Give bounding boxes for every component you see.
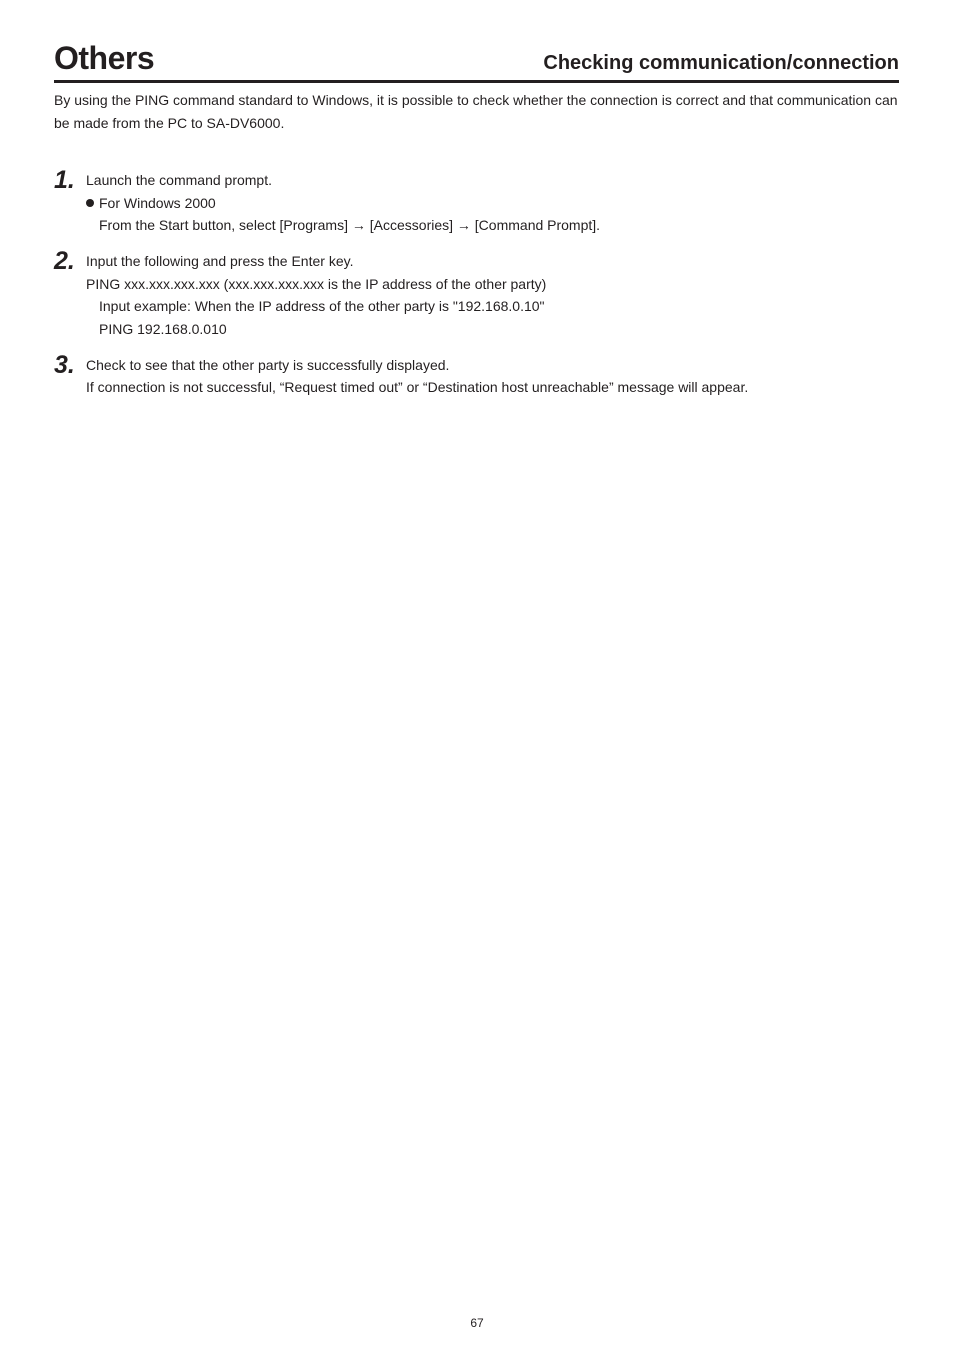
step-number: 2. <box>54 247 75 275</box>
bullet-item <box>86 194 216 212</box>
section-title: Others <box>54 40 155 76</box>
step-number: 3. <box>54 351 75 379</box>
step-text: Input the following and press the Enter key. <box>86 253 354 269</box>
example-command: PING 192.168.0.010 <box>99 321 227 337</box>
bullet-dot-icon <box>86 199 94 207</box>
step-text: Check to see that the other party is successfully displayed. <box>86 357 450 373</box>
page-header <box>54 38 899 83</box>
bullet-label: For Windows 2000 <box>99 195 216 211</box>
step-note: If connection is not successful, “Request timed out” or “Destination host unreachable” message will appear. <box>86 379 749 395</box>
step-text: Launch the command prompt. <box>86 172 272 188</box>
step-detail: From the Start button, select [Programs] → [Accessories] → [Command Prompt]. <box>99 217 601 233</box>
step-number: 1. <box>54 166 75 194</box>
page-number: 67 <box>470 1316 484 1330</box>
section-subtitle: Checking communication/connection <box>543 52 899 74</box>
intro-paragraph: By using the PING command standard to Windows, it is possible to check whether the connection is correct and that communication can be made from the PC to SA-DV6000. <box>54 92 898 131</box>
command-syntax: PING xxx.xxx.xxx.xxx (xxx.xxx.xxx.xxx is the IP address of the other party) <box>86 276 547 292</box>
example-label: Input example: When the IP address of the other party is "192.168.0.10" <box>99 298 545 314</box>
